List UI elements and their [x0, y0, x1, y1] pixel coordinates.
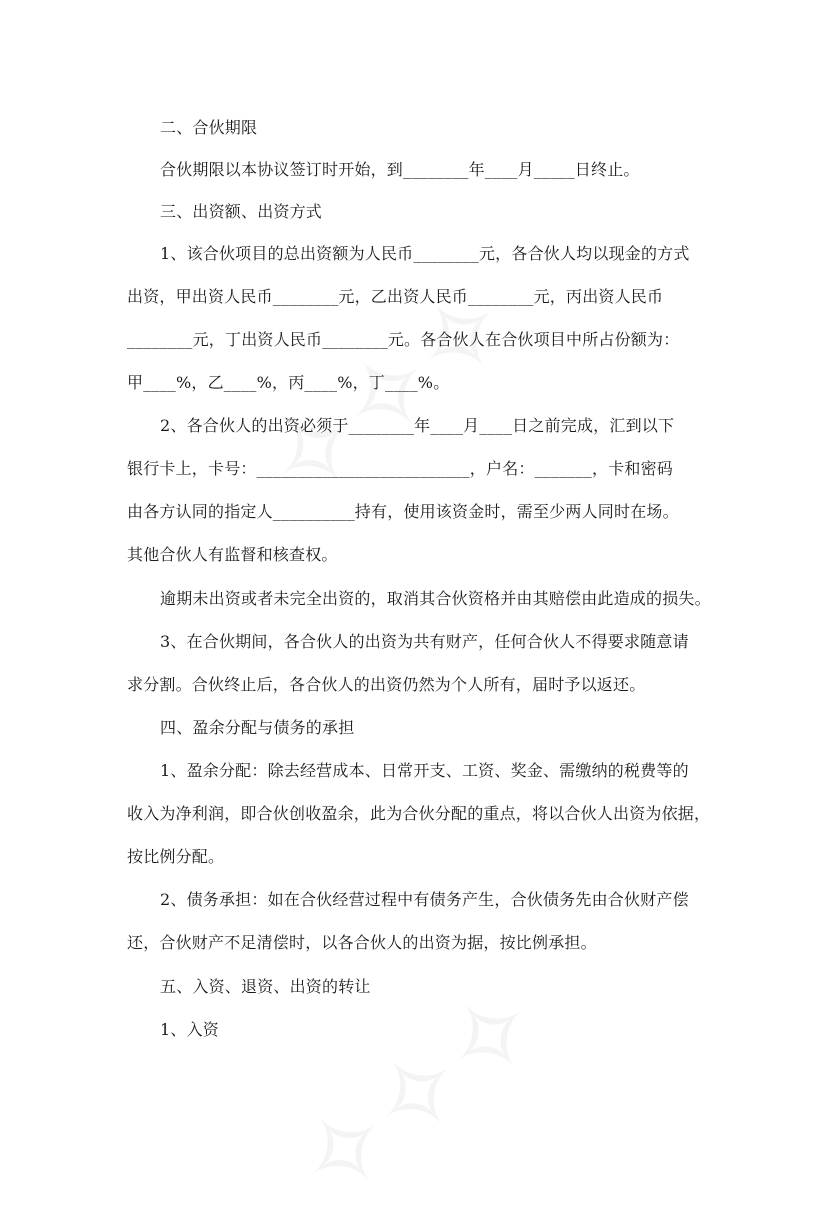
paragraph-line: ________元，丁出资人民币________元。各合伙人在合伙项目中所占份额为： — [127, 330, 680, 349]
paragraph-line: 甲____%，乙____%，丙____%，丁____%。 — [127, 373, 450, 392]
paragraph-line: 其他合伙人有监督和核查权。 — [127, 545, 338, 564]
paragraph-line: 2、债务承担：如在合伙经营过程中有债务产生，合伙债务先由合伙财产偿 — [160, 890, 689, 909]
paragraph-line: 按比例分配。 — [127, 847, 225, 866]
watermark — [270, 958, 567, 1229]
section-heading-partnership-term: 二、合伙期限 — [160, 118, 258, 137]
section-heading-capital-transfer: 五、入资、退资、出资的转让 — [160, 977, 371, 996]
paragraph-line: 求分割。合伙终止后，各合伙人的出资仍然为个人所有，届时予以返还。 — [127, 675, 646, 694]
sub-heading-capital-entry: 1、入资 — [160, 1020, 219, 1039]
paragraph-line: 银行卡上，卡号：__________________________，户名：_______，卡和密码 — [127, 459, 674, 478]
paragraph-line: 出资，甲出资人民币________元，乙出资人民币________元，丙出资人民币 — [127, 287, 664, 306]
paragraph-line: 合伙期限以本协议签订时开始，到________年____月_____日终止。 — [160, 160, 640, 179]
paragraph-line: 收入为净利润，即合伙创收盈余，此为合伙分配的重点，将以合伙人出资为依据， — [127, 804, 711, 823]
paragraph-line: 还，合伙财产不足清偿时，以各合伙人的出资为据，按比例承担。 — [127, 933, 597, 952]
paragraph-line: 由各方认同的指定人__________持有，使用该资金时，需至少两人同时在场。 — [127, 502, 679, 521]
paragraph-line: 1、盈余分配：除去经营成本、日常开支、工资、奖金、需缴纳的税费等的 — [160, 761, 689, 780]
section-heading-profit-and-debt: 四、盈余分配与债务的承担 — [160, 718, 355, 737]
paragraph-line: 1、该合伙项目的总出资额为人民币________元，各合伙人均以现金的方式 — [160, 244, 690, 263]
paragraph-line: 3、在合伙期间，各合伙人的出资为共有财产，任何合伙人不得要求随意请 — [160, 632, 689, 651]
paragraph-line: 逾期未出资或者未完全出资的，取消其合伙资格并由其赔偿由此造成的损失。 — [160, 589, 711, 608]
paragraph-line: 2、各合伙人的出资必须于________年____月____日之前完成，汇到以下 — [160, 416, 675, 435]
section-heading-capital-contribution: 三、出资额、出资方式 — [160, 202, 323, 221]
